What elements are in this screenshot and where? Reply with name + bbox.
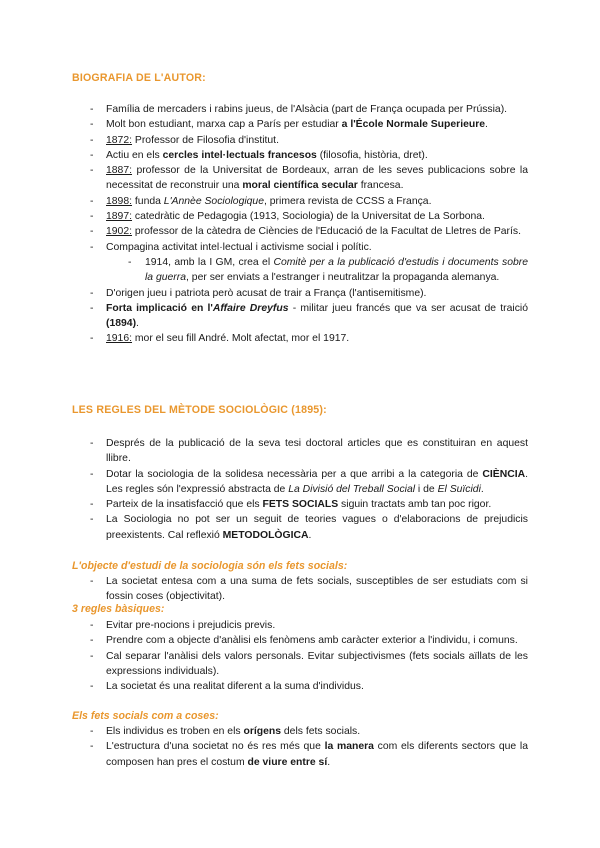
list-item bbox=[0, 148, 600, 163]
item-text: Molt bon estudiant, marxa cap a París per estudiar bbox=[106, 119, 342, 131]
biography-list bbox=[0, 102, 600, 347]
item-text: professor de la càtedra de Ciències de l'Educació de la Facultat de Lletres de París. bbox=[132, 226, 521, 238]
regles-list bbox=[0, 618, 600, 694]
section-title-biografia: BIOGRAFIA DE L'AUTOR: bbox=[72, 72, 206, 84]
item-text: francesa. bbox=[357, 180, 404, 192]
item-text: La Sociologia no pot ser un seguit de teories vagues o d'elaboracions de prejudicis preexistents. Cal reflexió bbox=[106, 514, 528, 541]
item-year: 1887: bbox=[106, 165, 133, 177]
fets-list bbox=[0, 724, 600, 770]
list-item bbox=[0, 467, 600, 498]
item-bold: Forta implicació en l' bbox=[106, 302, 213, 314]
item-text: . bbox=[327, 756, 331, 768]
item-text: i de bbox=[415, 483, 438, 495]
list-item bbox=[0, 117, 600, 132]
item-bold: (1894) bbox=[106, 318, 137, 330]
list-item bbox=[0, 618, 600, 633]
list-item bbox=[0, 194, 600, 209]
list-item bbox=[0, 224, 600, 239]
item-text: mor el seu fill André. Molt afectat, mor el 1917. bbox=[132, 333, 350, 345]
item-text: professor de la Universitat de Bordeaux, arran de les seves publicacions sobre la necessitat de reconstruir una bbox=[106, 165, 528, 192]
item-text: 1914, amb la I GM, crea el bbox=[145, 256, 274, 268]
list-item bbox=[0, 133, 600, 148]
item-bold: METODOLÒGICA bbox=[222, 529, 309, 541]
list-item bbox=[0, 209, 600, 224]
item-text: Compagina activitat intel·lectual i activisme social i polític. bbox=[106, 241, 372, 253]
item-text: Actiu en els bbox=[106, 149, 163, 161]
item-bold: la manera bbox=[324, 741, 374, 753]
item-text: . Les regles són l'expressió abstracta de bbox=[106, 468, 528, 495]
item-bold: cercles intel·lectuals francesos bbox=[162, 149, 317, 161]
item-text: - militar jueu francés que va ser acusat de traició bbox=[288, 302, 529, 314]
item-text: Dotar la sociologia de la solidesa necessària per a que arribi a la categoria de bbox=[106, 468, 483, 480]
list-item bbox=[0, 436, 600, 467]
list-item bbox=[0, 497, 600, 512]
list-item bbox=[0, 286, 600, 301]
list-item bbox=[0, 724, 600, 739]
item-year: 1902: bbox=[106, 226, 133, 238]
item-text: , primera revista de CCSS a França. bbox=[264, 195, 432, 207]
list-item bbox=[0, 331, 600, 346]
list-item bbox=[0, 512, 600, 543]
item-text: funda bbox=[132, 195, 164, 207]
item-text: Família de mercaders i rabins jueus, de l'Alsàcia (part de França ocupada per Prússia). bbox=[106, 104, 508, 115]
item-bold: CIÈNCIA bbox=[482, 468, 526, 480]
list-subitem bbox=[0, 255, 600, 286]
subsection-title-objecte: L'objecte d'estudi de la sociologia són els fets socials: bbox=[72, 560, 348, 572]
item-text: (filosofia, història, dret). bbox=[316, 149, 428, 161]
list-item bbox=[0, 163, 600, 194]
item-italic: La Divisió del Treball Social bbox=[288, 483, 416, 495]
item-bold: FETS SOCIALS bbox=[262, 499, 339, 511]
item-year: 1916: bbox=[106, 333, 133, 345]
item-text: siguin tractats amb tan poc rigor. bbox=[338, 499, 492, 511]
item-bold: moral científica secular bbox=[242, 180, 358, 192]
item-text: . bbox=[136, 318, 139, 330]
item-text: . bbox=[480, 483, 484, 495]
item-italic: L'Annèe Sociologique bbox=[163, 195, 264, 207]
subsection-title-fets: Els fets socials com a coses: bbox=[72, 710, 219, 722]
list-item bbox=[0, 649, 600, 680]
method-list bbox=[0, 436, 600, 543]
item-year: 1898: bbox=[106, 195, 133, 207]
item-text: L'estructura d'una societat no és res més que bbox=[106, 741, 325, 753]
item-text: Evitar pre-nocions i prejudicis previs. bbox=[106, 620, 276, 631]
list-item bbox=[0, 739, 600, 770]
objecte-list bbox=[0, 574, 600, 605]
item-italic: Comitè per a la publicació d'estudis i documents sobre la guerra bbox=[145, 256, 528, 284]
item-text: Prendre com a objecte d'anàlisi els fenòmens amb caràcter exterior a l'individu, i comuns. bbox=[106, 635, 518, 647]
item-text: La societat és una realitat diferent a la suma d'individus. bbox=[106, 681, 364, 693]
item-bold: de viure entre sí bbox=[247, 756, 328, 768]
item-text: . bbox=[308, 529, 312, 541]
item-text: Parteix de la insatisfacció que els bbox=[106, 499, 263, 511]
subsection-title-regles: 3 regles bàsiques: bbox=[72, 603, 165, 615]
item-text: Professor de Filosofia d'institut. bbox=[132, 134, 279, 146]
item-bold-italic: Affaire Dreyfus bbox=[212, 302, 289, 314]
list-item bbox=[0, 102, 600, 117]
item-text: La societat entesa com a una suma de fets socials, susceptibles de ser estudiats com si fossin coses (objectivitat). bbox=[106, 576, 528, 603]
item-text: . bbox=[485, 119, 488, 131]
item-text: catedràtic de Pedagogia (1913, Sociologia) de la Universitat de La Sorbona. bbox=[132, 211, 485, 223]
item-bold: orígens bbox=[243, 726, 281, 737]
list-item bbox=[0, 574, 600, 605]
item-year: 1897: bbox=[106, 211, 133, 223]
item-text: Cal separar l'anàlisi dels valors personals. Evitar subjectivismes (fets socials aïllats de les expressions individuals). bbox=[106, 650, 528, 677]
item-text: com els diferents sectors que la composen han pres el costum bbox=[106, 741, 528, 768]
item-text: D'origen jueu i patriota però acusat de trair a França (l'antisemitisme). bbox=[106, 287, 427, 299]
item-year: 1872: bbox=[106, 134, 133, 146]
item-text: dels fets socials. bbox=[281, 726, 361, 737]
list-item bbox=[0, 633, 600, 648]
item-bold: a l'École Normale Superieure bbox=[341, 119, 486, 131]
item-italic: El Suïcidi bbox=[437, 483, 481, 495]
section-title-metode: LES REGLES DEL MÈTODE SOCIOLÒGIC (1895): bbox=[72, 404, 327, 416]
item-text: Els individus es troben en els bbox=[106, 726, 244, 737]
list-item bbox=[0, 240, 600, 255]
list-item bbox=[0, 679, 600, 694]
item-text: , per ser enviats a l'estranger i neutralitzar la propaganda alemanya. bbox=[186, 272, 500, 284]
item-text: Després de la publicació de la seva tesi doctoral articles que es constituiran en aquest llibre. bbox=[106, 438, 528, 465]
list-item bbox=[0, 301, 600, 332]
